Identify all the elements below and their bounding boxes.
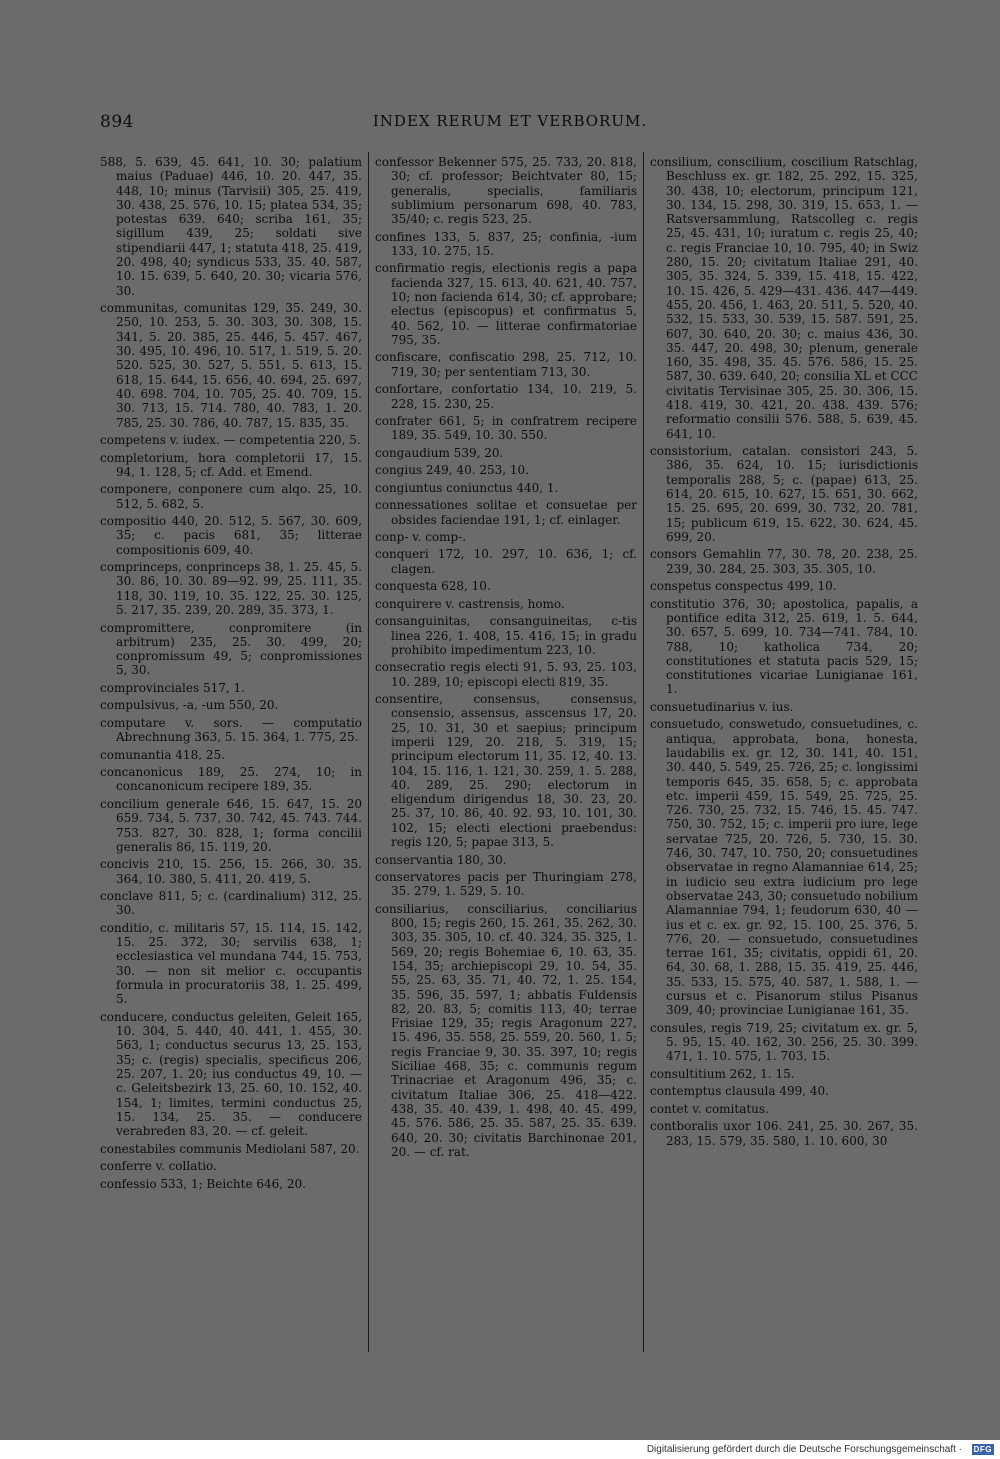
index-entry: communitas, comunitas 129, 35. 249, 30. 250, 10. 253, 5. 30. 303, 30. 308, 15. 341, 5. 20. 385, 25. 446, 5. 457. 467, 30. 495, 10. 496, 10. 517, 1. 519, 5. 20. 520. 525, 30. 527, 5. 551, 5. 613, 15. 618, 15. 644, 15. 656, 40. 694, 25. 697, 40. 698. 704, 10. 705, 25. 40. 709, 15. 30. 713, 15. 714. 780, 40. 783, 1. 20. 785, 25. 30. 786, 40. 787, 15. 835, 35. [100, 301, 362, 430]
index-entry: consentire, consensus, consensus, consensio, assensus, asscensus 17, 20. 25, 10. 31, 30 et saepius; principum imperii 129, 20. 218, 5. 319, 15; principum electorum 11, 35. 12, 40. 13. 104, 15. 116, 1. 121, 30. 259, 1. 5. 288, 40. 289, 25. 290; electorum in eligendum dirigendus 18, 30. 23, 20. 25. 37, 10. 86, 40. 92. 93, 10. 101, 30. 102, 15; electi electioni praebendus: regis 120, 5; papae 313, 5. [375, 692, 637, 850]
column-rule [643, 152, 644, 1352]
index-entry: conestabiles communis Mediolani 587, 20. [100, 1141, 360, 1156]
column-rule [368, 152, 369, 1352]
index-entry: concilium generale 646, 15. 647, 15. 20 659. 734, 5. 737, 30. 742, 45. 743. 744. 753. 827, 30. 828, 1; forma concilii generalis 86, 15. 119, 20. [100, 796, 362, 854]
index-entry: componere, conponere cum alqo. 25, 10. 512, 5. 682, 5. [100, 482, 362, 511]
index-entry: conservantia 180, 30. [375, 852, 507, 867]
footer-bar [0, 1440, 1000, 1459]
index-entry: conquesta 628, 10. [375, 579, 491, 594]
index-entry: completorium, hora completorii 17, 15. 94, 1. 128, 5; cf. Add. et Emend. [100, 450, 362, 479]
index-entry: concanonicus 189, 25. 274, 10; in concanonicum recipere 189, 35. [100, 765, 362, 794]
index-entry: consilium, conscilium, coscilium Ratschlag, Beschluss ex. gr. 182, 25. 292, 15. 325, 30. 438, 10; electorum, principum 121, 30. 134, 15. 298, 30. 319, 15. 653, 1. — Ratsversammlung, Ratscolleg c. regis 25, 45. 431, 10; iuratum c. regis 25, 40; c. regis Franciae 10, 10. 795, 40; in Swiz 280, 15. 20; civitatum Italiae 291, 40. 305, 35. 324, 5. 339, 15. 418, 15. 422, 10. 15. 426, 5. 429—431. 436. 447—449. 455, 20. 456, 1. 463, 20. 511, 5. 520, 40. 532, 15. 533, 30. 539, 15. 587. 591, 25. 607, 30. 640, 20. 30; c. maius 436, 30. 35. 447, 20. 498, 30; plenum, generale 160, 35. 498, 35. 45. 576. 586, 15. 25. 587, 30. 639. 640, 20; consilia XL et CCC civitatis Tervisinae 305, 25. 30. 306, 15. 418. 419, 30. 421, 20. 438. 439. 576; reformatio consilii 576. 588, 5. 639, 45. 641, 10. [650, 155, 918, 441]
index-entry: concivis 210, 15. 256, 15. 266, 30. 35. 364, 10. 380, 5. 411, 20. 419, 5. [100, 857, 362, 886]
index-entry: compositio 440, 20. 512, 5. 567, 30. 609, 35; c. pacis 681, 35; litterae compositionis 609, 40. [100, 514, 362, 557]
index-entry: compromittere, conpromitere (in arbitrum) 235, 25. 30. 499, 20; conpromissum 49, 5; conpromissiones 5, 30. [100, 620, 362, 678]
dfg-logo: DFG [973, 1445, 992, 1454]
index-entry: conqueri 172, 10. 297, 10. 636, 1; cf. clagen. [375, 547, 637, 576]
index-entry: 588, 5. 639, 45. 641, 10. 30; palatium maius (Paduae) 446, 10. 20. 447, 35. 448, 10; minus (Tarvisii) 305, 25. 419, 30. 438, 25. 576, 10. 15; platea 534, 35; potestas 639. 640; scriba 161, 35; sigillum 439, 25; soldati sive stipendiarii 447, 1; statuta 418, 25. 419, 20. 498, 40; syndicus 533, 35. 40. 587, 10. 15. 639, 5. 640, 20. 30; vicaria 576, 30. [100, 155, 362, 298]
index-entry: congiuntus coniunctus 440, 1. [375, 480, 559, 495]
index-entry: confiscare, confiscatio 298, 25. 712, 10. 719, 30; per sententiam 713, 30. [375, 350, 637, 379]
index-entry: compulsivus, -a, -um 550, 20. [100, 698, 279, 713]
index-entry: confessor Bekenner 575, 25. 733, 20. 818, 30; cf. professor; Beichtvater 80, 15; generalis, specialis, familiaris sublimium personarum 698, 40. 783, 35/40; c. regis 523, 25. [375, 155, 637, 227]
index-column-2 [375, 155, 637, 1162]
index-entry: comprinceps, conprinceps 38, 1. 25. 45, 5. 30. 86, 10. 30. 89—92. 99, 25. 111, 35. 118, 30. 119, 10. 35. 122, 25. 30. 125, 5. 217, 35. 239, 20. 289, 35. 373, 1. [100, 560, 362, 618]
index-entry: contemptus clausula 499, 40. [650, 1084, 829, 1099]
index-entry: conducere, conductus geleiten, Geleit 165, 10. 304, 5. 440, 40. 441, 1. 455, 30. 563, 1; conductus securus 13, 25. 153, 35; c. (regis) specialis, specificus 206, 25. 207, 1. 20; ius conductus 49, 10. — c. Geleitsbezirk 13, 25. 60, 10. 152, 40. 154, 1; limites, termini conductus 25, 15. 134, 25. 35. — conducere verabreden 83, 20. — cf. geleit. [100, 1009, 362, 1139]
index-entry: comunantia 418, 25. [100, 747, 225, 762]
index-entry: conquirere v. castrensis, homo. [375, 596, 565, 611]
index-entry: confines 133, 5. 837, 25; confinia, -ium 133, 10. 275, 15. [375, 229, 637, 258]
index-entry: confessio 533, 1; Beichte 646, 20. [100, 1176, 306, 1191]
index-entry: conp- v. comp-. [375, 530, 467, 544]
index-entry: contet v. comitatus. [650, 1101, 769, 1116]
running-title: INDEX RERUM ET VERBORUM. [372, 112, 648, 130]
index-entry: confrater 661, 5; in confratrem recipere 189, 35. 549, 10. 30. 550. [375, 413, 637, 443]
index-entry: consultitium 262, 1. 15. [650, 1066, 795, 1081]
index-entry: connessationes solitae et consuetae per obsides faciendae 191, 1; cf. einlager. [375, 498, 637, 527]
index-entry: contboralis uxor 106. 241, 25. 30. 267, 35. 283, 15. 579, 35. 580, 1. 10. 600, 30 [650, 1119, 918, 1148]
index-entry: consiliarius, consciliarius, conciliarius 800, 15; regis 260, 15. 261, 35. 262, 30. 303, 35. 305, 10. cf. 40. 324, 35. 325, 1. 569, 20; regis Bohemiae 6, 10. 63, 35. 154, 35; archiepiscopi 29, 10. 54, 35. 55, 25. 63, 35. 71, 40. 72, 1. 25. 154, 35. 596, 35. 597, 1; abbatis Fuldensis 82, 20. 83, 5; comitis 113, 40; terrae Frisiae 129, 35; regis Aragonum 227, 15. 496, 35. 558, 25. 559, 20. 560, 1. 5; regis Franciae 9, 30. 35. 397, 10; regis Siciliae 468, 35; c. communis regum Trinacriae et Aragonum 496, 35; c. civitatum Italiae 306, 25. 418—422. 438, 35. 40. 439, 1. 498, 40. 45. 499, 45. 576. 586, 25. 35. 587, 25. 35. 639. 640, 20. 30; civitatis Barchinonae 201, 20. — cf. rat. [375, 901, 637, 1159]
footer-credit: Digitalisierung gefördert durch die Deutsche Forschungsgemeinschaft · [646, 1444, 962, 1455]
index-entry: constitutio 376, 30; apostolica, papalis, a pontifice edita 312, 25. 619, 1. 5. 644, 30. 657, 5. 699, 10. 734—741. 784, 10. 788, 10; katholica 734, 20; constitutiones et statuta pacis 529, 15; constitutiones vicariae Lunigianae 161, 1. [650, 596, 918, 697]
index-entry: consuetudo, conswetudo, consuetudines, c. antiqua, approbata, bona, honesta, laudabilis ex. gr. 12, 30. 141, 40. 151, 30. 440, 5. 549, 25. 726, 25; c. longissimi temporis 645, 35. 658, 5; c. approbata etc. imperii 459, 15. 549, 25. 725, 25. 726. 730, 25. 732, 15. 746, 15. 45. 747. 750, 30. 752, 15; c. imperii pro iure, lege servatae 725, 20. 726, 5. 730, 15. 30. 746, 30. 747, 10. 750, 20; consuetudines observatae in regno Alamanniae 614, 25; in iudicio seu extra iudicium pro lege observatae 243, 30; consuetudo nobilium Alamanniae 794, 1; feudorum 630, 40 — ius et c. ex. gr. 92, 15. 100, 25. 376, 5. 776, 20. — consuetudo, consuetudines terrae 161, 35; civitatis, oppidi 61, 20. 64, 30. 68, 1. 288, 15. 35. 419, 25. 446, 35. 533, 15. 575, 40. 587, 1. 588, 1. — cursus et c. Pisanorum stilus Pisanus 309, 40; provinciae Lunigianae 161, 35. [650, 717, 918, 1018]
index-entry: conditio, c. militaris 57, 15. 114, 15. 142, 15. 25. 372, 30; servilis 638, 1; ecclesiastica vel mundana 744, 15. 753, 30. — non sit melior c. occupantis formula in procuratoriis 38, 1. 25. 499, 5. [100, 920, 362, 1007]
index-entry: comprovinciales 517, 1. [100, 680, 245, 695]
index-entry: consanguinitas, consanguineitas, c-tis linea 226, 1. 408, 15. 416, 15; in gradu prohibito impedimentum 223, 10. [375, 614, 637, 657]
index-entry: conclave 811, 5; c. (cardinalium) 312, 25. 30. [100, 889, 362, 918]
index-column-1 [100, 155, 362, 1194]
index-entry: congius 249, 40. 253, 10. [375, 463, 529, 478]
index-entry: consecratio regis electi 91, 5. 93, 25. 103, 10. 289, 10; episcopi electi 819, 35. [375, 660, 637, 689]
page-number: 894 [100, 112, 134, 132]
index-entry: consors Gemahlin 77, 30. 78, 20. 238, 25. 239, 30. 284, 25. 303, 35. 305, 10. [650, 547, 918, 576]
index-entry: consules, regis 719, 25; civitatum ex. gr. 5, 5. 95, 15. 40. 162, 30. 256, 25. 30. 399. 471, 1. 10. 575, 1. 703, 15. [650, 1020, 918, 1064]
index-entry: confortare, confortatio 134, 10. 219, 5. 228, 15. 230, 25. [375, 382, 637, 411]
index-entry: confirmatio regis, electionis regis a papa facienda 327, 15. 613, 40. 621, 40. 757, 10; non facienda 614, 30; cf. approbare; electus (episcopus) et confirmatus 5, 40. 562, 10. — litterae confirmatoriae 795, 35. [375, 261, 637, 347]
index-column-3 [650, 155, 918, 1151]
index-entry: conservatores pacis per Thuringiam 278, 35. 279, 1. 529, 5. 10. [375, 870, 637, 899]
index-entry: competens v. iudex. — competentia 220, 5. [100, 433, 361, 448]
index-entry: consuetudinarius v. ius. [650, 699, 794, 714]
index-entry: conspetus conspectus 499, 10. [650, 579, 837, 594]
index-entry: conferre v. collatio. [100, 1159, 217, 1174]
index-entry: consistorium, catalan. consistori 243, 5. 386, 35. 624, 10. 15; iurisdictionis temporalis 288, 5; c. (papae) 613, 25. 614, 20. 615, 10. 627, 15. 651, 30. 662, 15. 25. 695, 20. 699, 30. 732, 20. 781, 15; publicum 619, 15. 622, 30. 624, 45. 699, 20. [650, 444, 918, 544]
index-entry: computare v. sors. — computatio Abrechnung 363, 5. 15. 364, 1. 775, 25. [100, 715, 362, 745]
index-entry: congaudium 539, 20. [375, 445, 504, 460]
